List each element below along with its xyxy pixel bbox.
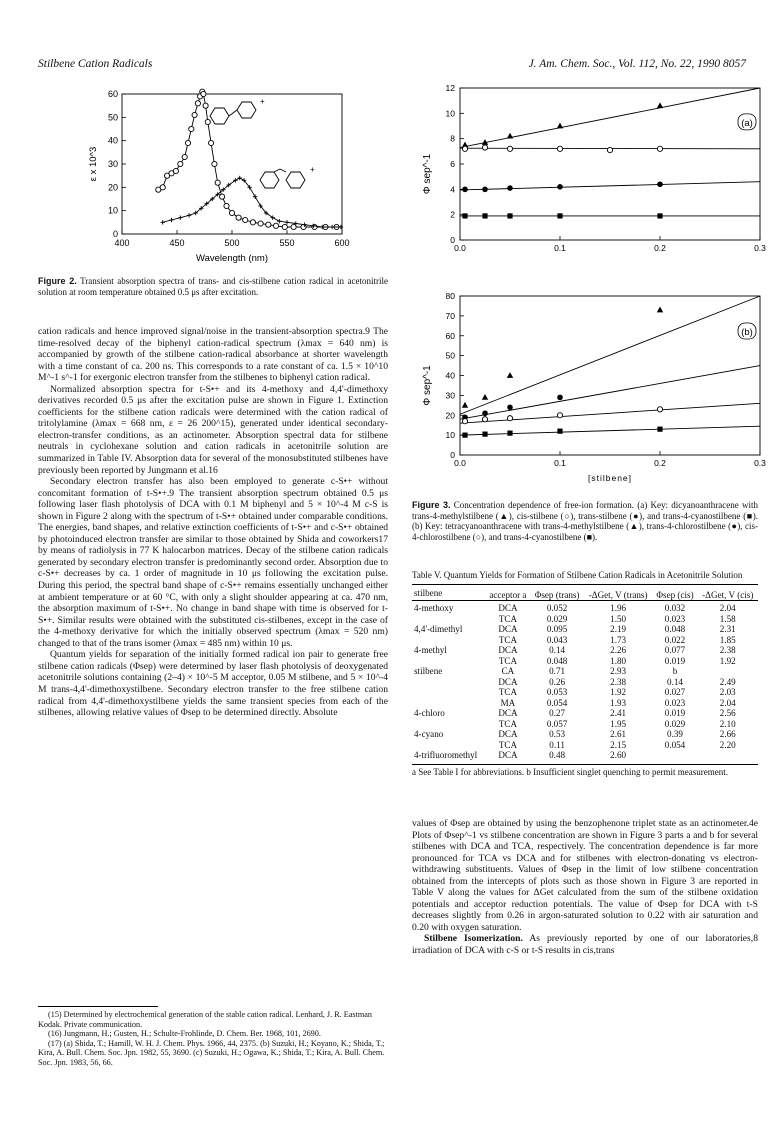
table-cell: 0.032 [664,603,686,614]
table-row [412,750,758,761]
data-point [507,133,513,139]
table-cell: 2.93 [610,666,627,677]
data-point [507,416,512,421]
table-cell [412,687,485,698]
table-cell: 2.15 [610,739,627,750]
plot-frame [460,88,760,240]
footnote: (15) Determined by electrochemical generation of the stable cation radical. Lenhard, J. R. Eastman Kodak. Private communication. [38,1010,372,1029]
table-cell: MA [500,697,516,708]
table-cell: CA [501,666,515,677]
table-cell [412,740,485,751]
data-point [209,140,214,145]
right-column-text [412,818,758,957]
table-cell: 4-methoxy [414,603,454,614]
data-point [212,161,217,166]
table-row [412,601,758,614]
paragraph: cation radicals and hence improved signal/noise in the transient-absorption spectra.9 The time-resolved decay of the biphenyl cation-radical spectrum (λmax = 640 nm) is accompanied by growth of the stilbene cation-radical absorbance at shorter wavelength with a time constant of ca. 200 ns. This corresponds to a rate constant of ca. 1.5 × 10^10 M^-1 s^-1 for exergonic electron transfer from the stilbenes to biphenyl cation radical. [38,326,388,384]
table-cell [698,666,758,677]
table-header: acceptor a [489,589,527,600]
fit-line [460,366,760,420]
y-tick-label: 20 [107,182,118,193]
running-header-right: J. Am. Chem. Soc., Vol. 112, No. 22, 1990 8057 [528,58,746,70]
paragraph: Secondary electron transfer has also been employed to generate c-S•+ without concomitant formation of t-S•+.9 The transient absorption spectrum obtained 0.5 μs following laser flash photolysis of DCA with 0.1 M biphenyl and 5 × 10^-4 M c-S is shown in Figure 2 along with the spectrum of t-S•+ obtained under comparable conditions. The energies, band shapes, and relative extinction coefficients of t-S•+ and c-S•+ obtained by photoinduced electron transfer are similar to those obtained by Shida and coworkers17 by means of radiolysis in 77 K halocarbon matrices. Decay of the stilbene cation radicals generated by secondary electron transfer is predominantly second order. Absorption due to c-S•+ decreases by ca. 1 order of magnitude in 10 μs following the excitation pulse. During this period, the spectral band shape of c-S•+ remains essentially unchanged either at ambient temperature or at 60 °C, with only a slight shoulder appearing at ca. 470 nm, the absorption maximum of t-S•+. No change in band shape with time is observed for t-S•+. Similar results were obtained with the substituted cis-stilbenes, except in the case of the 4-methoxy derivative for which the initially observed spectrum (λmax = 520 nm) changed to that of the trans isomer (λmax = 485 nm) within 10 μs. [38,476,388,649]
paragraph: Quantum yields for separation of the initially formed radical ion pair to generate free stilbene cation radicals (Φsep) were determined by laser flash photolysis of deoxygenated acetonitrile solutions containing (2–4) × 10^-5 M acceptor, 0.05 M stilbene, and 5 × 10^-4 M trans-4,4'-dimethoxystilbene. Secondary electron transfer to the free stilbene cation radical from 4,4'-dimethoxystilbene yields the same transient species from each of the stilbenes, allowing relative values of Φsep to be determined directly. Absolute [38,649,388,719]
table-cell: 2.56 [719,708,736,719]
data-point [462,146,467,151]
data-point [482,432,487,437]
table-cell: 4-trifluoromethyl [414,750,478,761]
table-cell: 1.50 [610,613,627,624]
x-tick-label: 500 [224,238,240,248]
data-point [507,431,512,436]
table-header: Φsep (cis) [656,589,694,600]
y-tick-label: 0 [112,229,118,239]
table-cell: DCA [498,750,518,761]
table-cell [412,719,485,730]
data-point [195,101,200,106]
table-cell: 2.60 [610,750,627,761]
data-point [160,185,165,190]
table-cell: 0.052 [546,603,568,614]
data-point [482,417,487,422]
table-row [412,708,758,719]
y-tick-label: 20 [445,410,455,421]
table-cell: 0.019 [664,655,686,666]
y-tick-label: 6 [450,159,455,169]
table-cell: TCA [498,655,518,666]
y-tick-label: 50 [107,112,118,123]
fit-line [460,426,760,435]
figure-3b-chart [418,288,764,494]
table-cell [698,750,758,761]
data-point [273,223,278,228]
table-cell: 0.71 [549,666,566,677]
data-point [507,372,513,378]
table-row [412,687,758,698]
data-point [507,405,513,411]
x-tick-label: 0.0 [454,243,466,253]
trans-stilbene-structure [210,102,256,124]
figure-2-caption-text: Transient absorption spectra of trans- and cis-stilbene cation radical in acetonitrile solution at room temperature obtained 0.5 μs after excitation. [38,276,388,297]
cation-superscript: + [260,97,265,106]
table-cell: 2.38 [719,645,736,656]
x-tick-label: 450 [169,238,185,248]
data-point [312,224,317,229]
data-point [258,221,263,226]
footnote: (16) Jungmann, H.; Gusten, H.; Schulte-Frohlinde, D. Chem. Ber. 1968, 101, 2690. [48,1029,321,1039]
cation-superscript: + [310,165,315,174]
table-cell: 1.92 [610,687,627,698]
data-point [607,147,612,152]
table-cell: 2.66 [719,729,736,740]
table-cell: 2.38 [610,676,627,687]
table-row [412,656,758,667]
table-cell: 0.48 [549,750,566,761]
y-tick-label: 4 [450,184,455,195]
table-header: -ΔGet, V (cis) [702,589,754,600]
running-header-left: Stilbene Cation Radicals [38,58,153,70]
data-point [482,187,488,193]
y-tick-label: 80 [445,291,455,301]
data-point [557,395,563,401]
y-tick-label: 40 [445,370,455,381]
figure-2-label: Figure 2. [38,276,77,286]
table-cell: 2.20 [719,739,736,750]
table-row [412,645,758,656]
data-point [657,102,663,108]
table-cell: 0.023 [664,697,686,708]
data-point [243,217,248,222]
data-point [507,213,512,218]
figure-3-caption-text: Concentration dependence of free-ion formation. (a) Key: dicyanoanthracene with trans-4-methylstilbene (▲), cis-stilbene (○), trans-stilbene (●), and trans-4-cyanostilbene (■). (b) Key: tetracyanoanthracene with trans-4-methylstilbene (▲), trans-4-chlorostilbene (●), cis-4-chlorostilbene (○), and trans-4-cyanostilbene (■). [412,500,759,542]
table-cell: 1.96 [610,603,627,614]
paragraph: Normalized absorption spectra for t-S•+ and its 4-methoxy and 4,4'-dimethoxy derivatives recorded 0.5 μs after the excitation pulse are shown in Figure 1. Extinction coefficients for the stilbene cation radicals were determined with the cation radical of tritolylamine (λmax = 668 nm, ε = 26 200^15), generated under identical secondary-electron-transfer conditions, as an actinometer. Absorption spectral data for stilbene neutrals in cyclohexane solution and cation radicals in acetonitrile solution are summarized in Table IV. Absorption data for several of the monosubstituted stilbenes have previously been reported by Jungmann et al.16 [38,383,388,476]
table-cell: DCA [498,624,518,635]
table-header: Φsep (trans) [534,589,580,600]
table-cell: DCA [498,729,518,740]
table-cell: 2.04 [719,603,736,614]
y-tick-label: 0 [450,235,455,245]
table-cell: 0.077 [664,645,686,656]
y-tick-label: 50 [445,350,455,361]
y-tick-label: 2 [450,209,455,220]
data-point [507,185,513,191]
data-point [482,394,488,400]
data-point [657,427,662,432]
data-point [224,203,229,208]
x-tick-label: 600 [334,238,350,248]
y-tick-label: 40 [107,135,118,146]
data-point [657,307,663,313]
data-point [215,180,220,185]
panel-label: (a) [741,117,753,129]
table-cell: 2.41 [610,708,627,719]
table-cell: 2.26 [610,645,627,656]
table-row [412,666,758,677]
table-cell: 0.057 [546,718,568,729]
y-tick-label: 60 [107,89,118,99]
table-cell: 0.048 [546,655,568,666]
data-point [462,419,467,424]
data-point [557,123,563,129]
table-row [412,614,758,625]
table-cell: 4,4'-dimethyl [414,624,463,635]
table-cell [652,750,697,761]
table-row [412,729,758,740]
data-point [657,181,663,187]
table-cell: 0.019 [664,708,686,719]
data-point [178,161,183,166]
table-cell: b [672,666,678,677]
x-axis-label: [stilbene] [587,473,633,483]
data-point [182,154,187,159]
table-cell: 0.26 [549,676,566,687]
table-cell: 1.58 [719,613,736,624]
table-cell [412,698,485,709]
table-cell: stilbene [414,666,443,677]
data-point [657,146,662,151]
plot-frame [460,296,760,455]
x-axis-label: Wavelength (nm) [196,253,268,264]
x-tick-label: 0.2 [654,458,666,468]
y-tick-label: 8 [450,133,455,144]
y-tick-label: 12 [445,83,455,93]
data-point [250,220,255,225]
table-cell: 1.85 [719,634,736,645]
table-cell [412,656,485,667]
y-tick-label: 10 [445,108,455,119]
fit-line [460,182,760,190]
table-cell [412,635,485,646]
data-point [482,145,487,150]
fit-line [460,296,760,414]
table-cell: 1.73 [610,634,627,645]
table-cell: 0.023 [664,613,686,624]
table-cell: 0.53 [549,729,566,740]
table-cell: DCA [498,708,518,719]
table-header: -ΔGet, V (trans) [588,589,648,600]
table-cell: 1.95 [610,718,627,729]
table-cell: 1.92 [719,655,736,666]
x-tick-label: 550 [279,238,295,248]
data-point [507,146,512,151]
table-cell: 0.095 [546,624,568,635]
table-cell: TCA [498,739,518,750]
data-point [557,213,562,218]
data-point [557,413,562,418]
data-point [557,146,562,151]
table-cell: 0.053 [546,687,568,698]
data-point [189,126,194,131]
footnote-rule [38,1006,158,1007]
table-cell: 2.61 [610,729,627,740]
table-cell: 2.49 [719,676,736,687]
y-tick-label: 30 [107,159,118,169]
footnotes [38,1010,388,1068]
fit-line [460,403,760,423]
data-point [557,429,562,434]
table-5 [412,584,758,761]
y-tick-label: 0 [450,450,455,460]
y-tick-label: 10 [445,430,455,441]
table-cell: 0.048 [664,624,686,635]
table-cell: 0.029 [546,613,568,624]
table-cell: DCA [498,645,518,656]
table-5-block [412,570,758,777]
figure-3-label: Figure 3. [412,500,451,510]
x-tick-label: 0.1 [554,458,566,468]
data-point [462,402,468,408]
table-row [412,740,758,751]
data-point [282,224,287,229]
y-tick-label: 60 [445,330,455,341]
fit-line [460,88,760,148]
table-5-footnote: a See Table I for abbreviations. b Insufficient singlet quenching to permit measurement. [412,764,758,778]
figure-2-caption [38,276,388,297]
table-row [412,635,758,646]
figure-2-chart [84,88,370,270]
table-row [412,698,758,709]
section-heading: Stilbene Isomerization. [424,933,523,945]
table-cell: 0.043 [546,634,568,645]
figure-3-caption [412,500,758,542]
table-cell: 0.11 [549,739,565,750]
y-tick-label: 70 [445,310,455,321]
table-cell: 0.027 [664,687,686,698]
y-axis-label: Φ sep^-1 [422,153,433,195]
data-point [462,213,467,218]
table-cell: 2.04 [719,697,736,708]
y-tick-label: 30 [445,390,455,401]
data-point [557,184,563,190]
data-point [482,410,488,416]
x-tick-label: 0.0 [454,458,466,468]
y-axis-label: ε x 10^3 [88,146,99,182]
table-5-title: Table V. Quantum Yields for Formation of Stilbene Cation Radicals in Acetonitrile Solution [412,570,743,580]
table-cell: 0.054 [664,739,686,750]
table-cell: 4-methyl [414,645,447,656]
cis-stilbene-structure [260,169,305,188]
data-point [482,213,487,218]
table-cell [412,614,485,625]
table-cell: 0.029 [664,718,686,729]
y-tick-label: 10 [107,205,118,216]
data-point [192,112,197,117]
table-cell: 0.27 [549,708,566,719]
data-point [185,140,190,145]
table-cell: 1.93 [610,697,627,708]
data-point [205,119,210,124]
data-point [229,210,234,215]
y-axis-label: Φ sep^-1 [422,365,433,406]
table-5-body [412,601,758,761]
data-point [462,433,467,438]
x-tick-label: 0.3 [754,243,766,253]
table-cell: 4-chloro [414,708,445,719]
figure-3a-chart [418,80,764,258]
table-cell [412,677,485,688]
data-point [173,168,178,173]
table-cell: 0.14 [667,676,683,687]
table-cell: TCA [498,718,518,729]
table-cell: 0.39 [667,729,683,740]
table-cell: 4-cyano [414,729,444,740]
left-column-text [38,326,388,719]
table-cell: 2.10 [719,718,736,729]
table-header: stilbene [414,587,443,598]
data-point [266,222,271,227]
x-tick-label: 400 [114,238,130,248]
table-cell: 1.80 [610,655,627,666]
table-row [412,719,758,730]
table-cell: DCA [498,603,518,614]
data-point [236,215,241,220]
table-cell: 0.054 [546,697,568,708]
table-cell: DCA [498,676,518,687]
table-row [412,624,758,635]
data-point [220,194,225,199]
table-cell: 2.31 [719,624,736,635]
table-cell: 2.03 [719,687,736,698]
paragraph: As previously reported by one of our laboratories,8 irradiation of DCA with c-S or t-S results in cis,trans [412,933,758,957]
table-cell: 0.14 [549,645,566,656]
table-cell: TCA [498,613,518,624]
table-cell: TCA [498,687,518,698]
table-row [412,677,758,688]
x-tick-label: 0.3 [754,458,766,468]
footnote: (17) (a) Shida, T.; Hamill, W. H. J. Chem. Phys. 1966, 44, 2375. (b) Suzuki, H.; Koyano, K.; Shida, T.; Kira, A. Bull. Chem. Soc. Jpn. 1982, 55, 3690. (c) Suzuki, H.; Ogawa, K.; Shida, T.; Kira, A. Bull. Chem. Soc. Jpn. 1983, 56, 66. [38,1038,385,1067]
data-point [201,91,206,96]
panel-label: (b) [741,327,753,339]
x-tick-label: 0.1 [554,243,566,253]
table-cell: 0.022 [664,634,686,645]
data-point [657,407,662,412]
table-cell: 2.19 [610,624,627,635]
data-point [657,213,662,218]
table-cell: TCA [498,634,518,645]
data-point [203,103,208,108]
x-tick-label: 0.2 [654,243,666,253]
paragraph: values of Φsep are obtained by using the benzophenone triplet state as an actinometer.4e Plots of Φsep^-1 vs stilbene concentration are shown in Figure 3 parts a and b for several stilbenes with DCA and TCA, respectively. The concentration dependence is far more pronounced for TCA vs DCA and for stilbenes with electron-donating vs electron-withdrawing substituents. Values of Φsep in the limit of low stilbene concentration obtained from the intercepts of plots such as those shown in Figure 3 are reported in Table V along the values for ΔGet calculated from the sum of the stilbene oxidation potentials and acceptor reduction potentials. The value of Φsep for DCA with t-S decreases slightly from 0.26 in argon-saturated solution to 0.22 with air saturation and 0.20 with oxygen saturation. [412,818,758,933]
data-point [462,187,468,193]
